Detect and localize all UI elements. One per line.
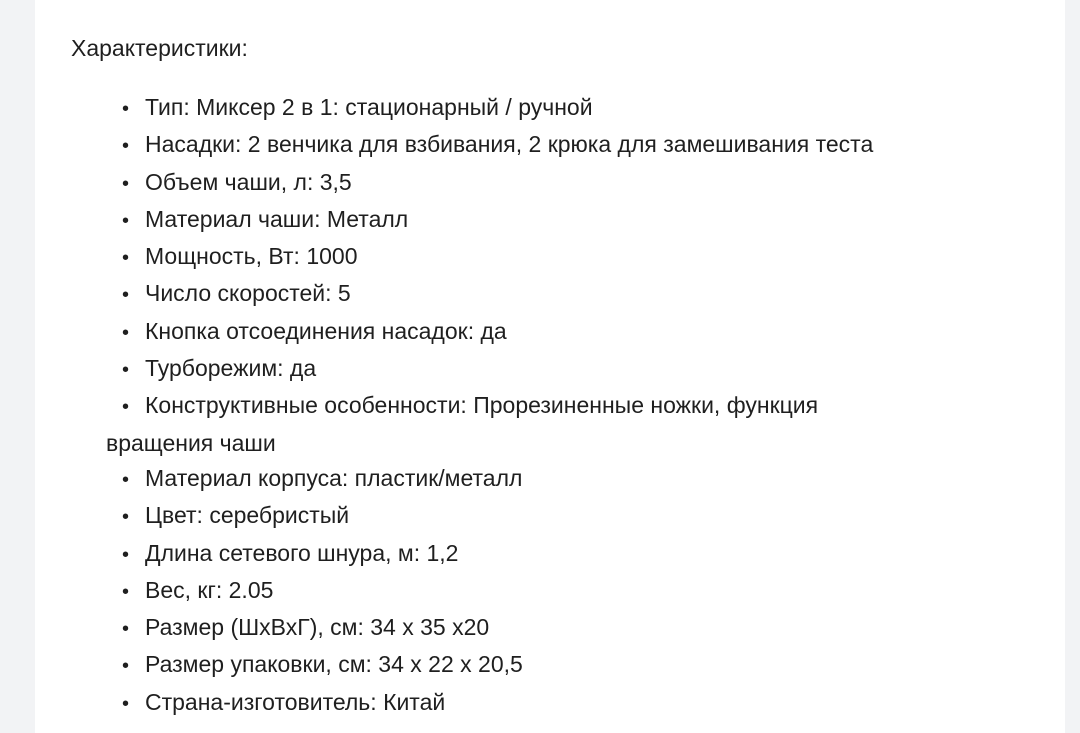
specs-list — [106, 90, 1006, 722]
spec-item-weight — [106, 573, 1006, 610]
bullet-icon: • — [121, 284, 129, 307]
spec-item-package-size — [106, 647, 1006, 684]
spec-item-turbo — [106, 351, 1006, 388]
spec-item-design-features — [106, 388, 906, 461]
spec-text: Мощность, Вт: 1000 — [145, 243, 358, 270]
spec-text: Конструктивные особенности: Прорезиненные ножки, функция вращения чаши — [106, 392, 819, 456]
bullet-icon: • — [121, 321, 129, 344]
spec-text: Тип: Миксер 2 в 1: стационарный / ручной — [145, 94, 593, 120]
spec-item-bowl-material — [106, 202, 1006, 239]
spec-item-type — [106, 90, 1006, 127]
spec-item-size — [106, 610, 1006, 647]
spec-text: Насадки: 2 венчика для взбивания, 2 крюка для замешивания теста — [145, 131, 874, 158]
bullet-icon: • — [121, 396, 129, 419]
bullet-icon: • — [121, 580, 129, 603]
bullet-icon: • — [121, 655, 129, 678]
spec-item-speeds — [106, 276, 1006, 313]
spec-text: Цвет: серебристый — [145, 502, 350, 529]
spec-item-country — [106, 685, 1006, 722]
bullet-icon: • — [121, 135, 129, 158]
bullet-icon: • — [121, 247, 129, 270]
bullet-icon: • — [121, 692, 129, 715]
spec-text: Материал корпуса: пластик/металл — [145, 464, 523, 491]
spec-text: Вес, кг: 2.05 — [145, 576, 274, 603]
spec-item-bowl-volume — [106, 165, 1006, 202]
spec-text: Кнопка отсоединения насадок: да — [145, 317, 507, 344]
bullet-icon: • — [121, 506, 129, 529]
spec-text: Размер (ШхВхГ), см: 34 х 35 х20 — [145, 614, 490, 641]
spec-text: Страна-изготовитель: Китай — [145, 688, 446, 715]
spec-text: Объем чаши, л: 3,5 — [145, 168, 352, 195]
characteristics-heading: Характеристики: — [71, 35, 248, 61]
spec-item-attachments — [106, 127, 1006, 164]
bullet-icon: • — [121, 543, 129, 566]
spec-text: Число скоростей: 5 — [145, 280, 351, 307]
spec-item-release-button — [106, 314, 1006, 351]
bullet-icon: • — [121, 209, 129, 232]
spec-item-color — [106, 498, 1006, 535]
spec-item-cord-length — [106, 536, 1006, 573]
bullet-icon: • — [121, 359, 129, 382]
product-description-card — [35, 0, 1065, 733]
spec-item-power — [106, 239, 1006, 276]
bullet-icon: • — [121, 618, 129, 641]
spec-text: Длина сетевого шнура, м: 1,2 — [145, 539, 459, 566]
bullet-icon: • — [121, 98, 129, 120]
spec-item-body-material — [106, 461, 1006, 498]
spec-text: Турборежим: да — [145, 355, 317, 382]
bullet-icon: • — [121, 468, 129, 491]
spec-text: Размер упаковки, см: 34 х 22 х 20,5 — [145, 651, 523, 678]
spec-text: Материал чаши: Металл — [145, 205, 409, 232]
bullet-icon: • — [121, 172, 129, 195]
